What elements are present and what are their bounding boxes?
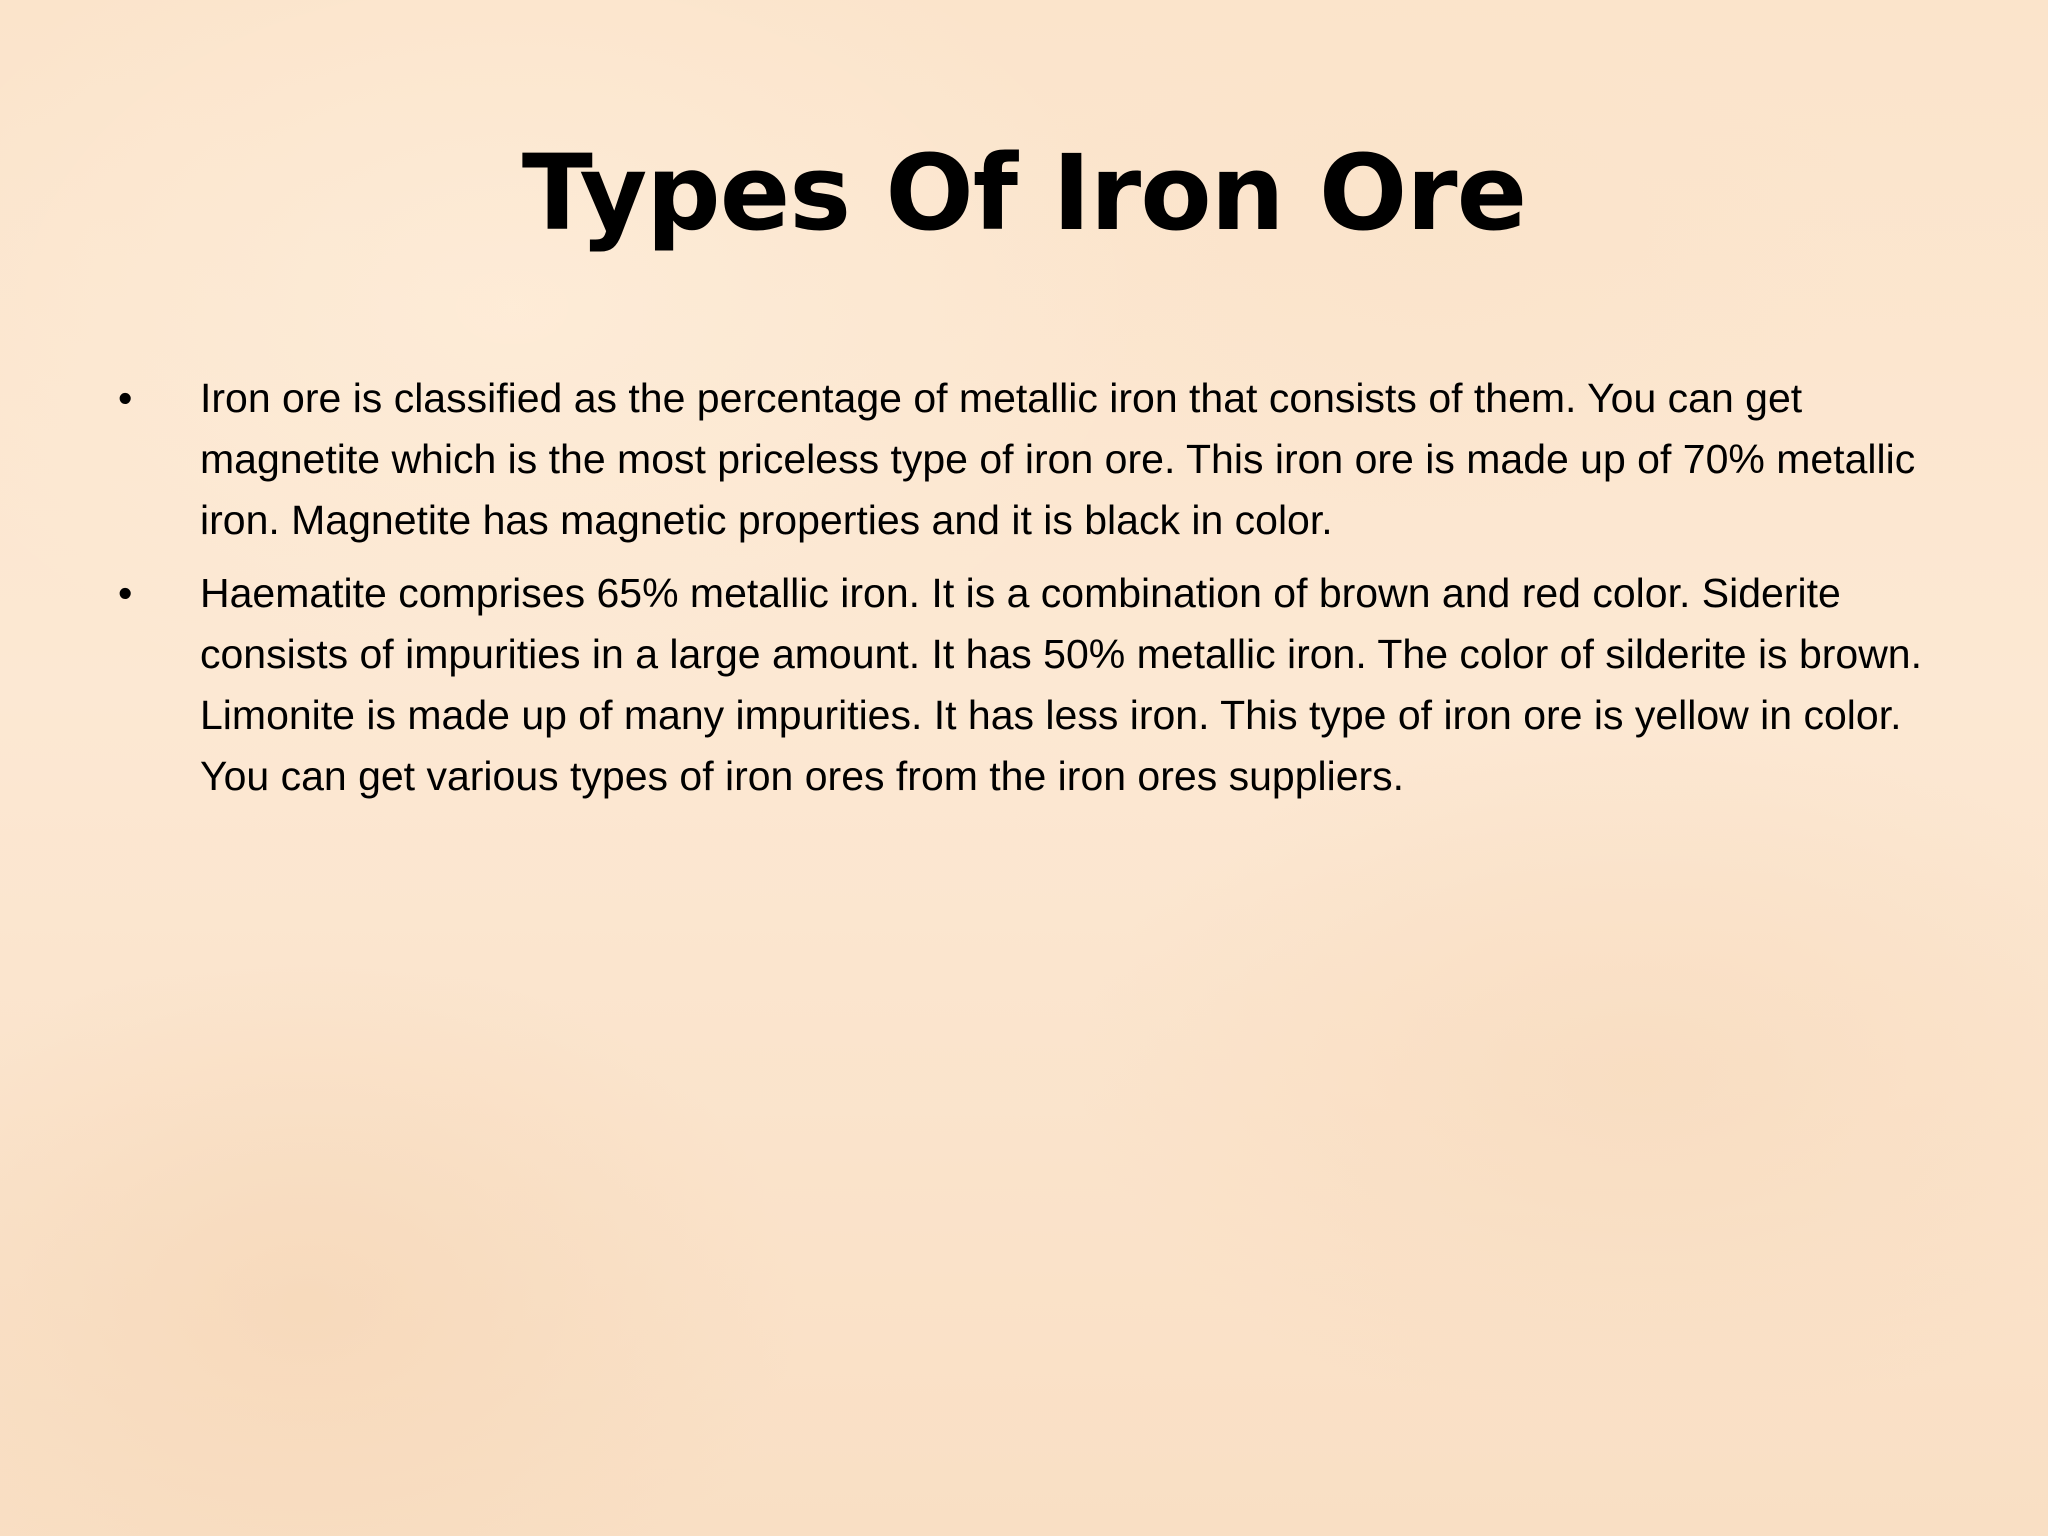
slide-title: Types Of Iron Ore [521,132,1527,254]
bullet-dot-icon: • [118,570,133,616]
bullet-item [118,563,1928,807]
bullet-text: Iron ore is classified as the percentage of metallic iron that consists of them. You can get magnetite which is the most priceless type of iron ore. This iron ore is made up of 70% metallic iron. Magnetite has magnetic properties and it is black in color. [200,375,1916,543]
bullet-list [118,368,1928,819]
bullet-item [118,368,1928,551]
bullet-text: Haematite comprises 65% metallic iron. It is a combination of brown and red color. Siderite consists of impurities in a large amount. It has 50% metallic iron. The color of silderite is brown. Limonite is made up of many impurities. It has less iron. This type of iron ore is yellow in color. You can get various types of iron ores from the iron ores suppliers. [200,570,1922,799]
bullet-dot-icon: • [118,375,133,421]
